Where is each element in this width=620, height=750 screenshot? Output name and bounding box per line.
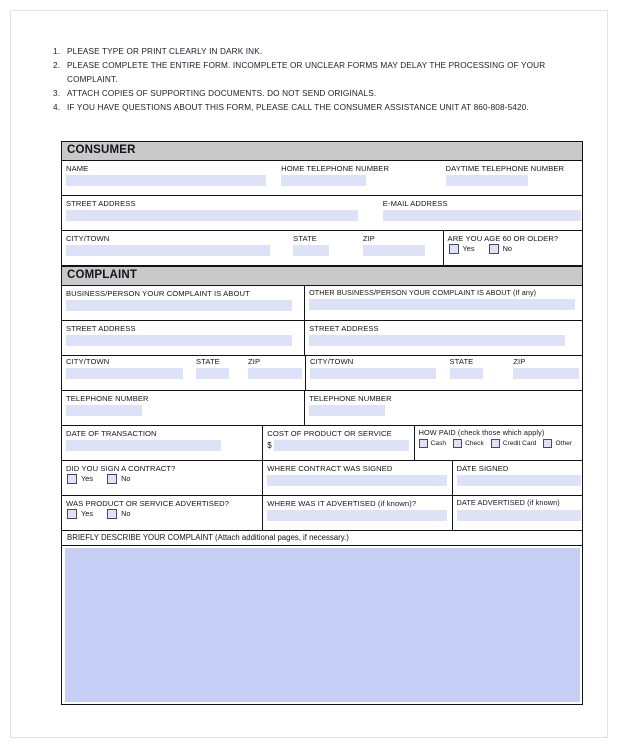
contract-yes-label: Yes (81, 474, 94, 484)
complaint-phone-cell (62, 391, 304, 425)
complaint-other-city-cell (306, 356, 446, 382)
complaint-other-business-label: OTHER BUSINESS/PERSON YOUR COMPLAINT IS ABOUT (If any) (309, 287, 537, 297)
instruction-text: ATTACH COPIES OF SUPPORTING DOCUMENTS. DO NOT SEND ORIGINALS. (67, 88, 377, 98)
consumer-name-input[interactable] (66, 175, 266, 186)
contract-yes-checkbox[interactable] (67, 474, 77, 484)
complaint-section-header: COMPLAINT (62, 266, 582, 286)
consumer-home-phone-input[interactable] (281, 175, 366, 186)
complaint-contract-question-cell (62, 461, 262, 495)
complaint-other-city-input[interactable] (310, 368, 436, 379)
complaint-city-label: CITY/TOWN (66, 356, 110, 366)
consumer-street-cell (62, 196, 379, 230)
age-no-checkbox[interactable] (489, 244, 499, 254)
consumer-daytime-phone-label: DAYTIME TELEPHONE NUMBER (445, 163, 565, 173)
complaint-date-signed-label: DATE SIGNED (456, 463, 509, 473)
complaint-other-phone-input[interactable] (309, 405, 385, 416)
complaint-other-zip-input[interactable] (513, 368, 579, 379)
complaint-where-contract-label: WHERE CONTRACT WAS SIGNED (267, 463, 393, 473)
instruction-number: 1. (53, 47, 61, 56)
how-paid-other-checkbox[interactable] (543, 439, 552, 448)
complaint-date-advertised-label: DATE ADVERTISED (if known) (456, 497, 560, 507)
age-yes-checkbox[interactable] (449, 244, 459, 254)
advertised-checkbox-group (62, 508, 262, 521)
complaint-business-cell (62, 286, 304, 320)
cost-currency-symbol: $ (267, 440, 272, 450)
complaint-other-business-cell (304, 286, 582, 320)
complaint-how-paid-cell (414, 426, 582, 460)
complaint-how-paid-label: HOW PAID (check those which apply) (418, 427, 545, 437)
consumer-city-label: CITY/TOWN (66, 233, 110, 243)
complaint-where-advertised-cell (262, 496, 451, 530)
complaint-city-row (62, 356, 582, 391)
complaint-business-row (62, 286, 582, 321)
complaint-other-city-label: CITY/TOWN (310, 356, 354, 366)
complaint-date-signed-input[interactable] (457, 475, 581, 486)
complaint-other-state-input[interactable] (450, 368, 483, 379)
instruction-item (53, 101, 573, 114)
how-paid-checkbox-group (415, 438, 582, 450)
complaint-advertised-question-label: WAS PRODUCT OR SERVICE ADVERTISED? (66, 498, 230, 508)
complaint-phone-input[interactable] (66, 405, 142, 416)
consumer-email-cell (379, 196, 582, 230)
consumer-home-phone-label: HOME TELEPHONE NUMBER (281, 163, 390, 173)
age-yes-label: Yes (462, 244, 475, 254)
advertised-yes-checkbox[interactable] (67, 509, 77, 519)
consumer-zip-input[interactable] (363, 245, 425, 256)
complaint-city-cell (62, 356, 192, 382)
complaint-business-input[interactable] (66, 300, 292, 311)
how-paid-credit-card-checkbox[interactable] (491, 439, 500, 448)
complaint-street-input[interactable] (66, 335, 292, 346)
instructions-list (53, 45, 573, 115)
complaint-street-label: STREET ADDRESS (66, 323, 136, 333)
instruction-text: PLEASE TYPE OR PRINT CLEARLY IN DARK INK. (67, 47, 263, 56)
advertised-no-label: No (121, 509, 131, 519)
instruction-item (53, 59, 573, 86)
complaint-zip-cell (244, 356, 305, 382)
complaint-city-group (62, 356, 305, 390)
instruction-item (53, 87, 573, 100)
complaint-cost-input[interactable] (274, 440, 409, 451)
consumer-zip-cell (359, 231, 443, 265)
age-no-label: No (502, 244, 513, 254)
how-paid-credit-card-label: Credit Card (502, 439, 537, 447)
consumer-age-question-label: ARE YOU AGE 60 OR OLDER? (447, 233, 559, 243)
consumer-state-input[interactable] (293, 245, 329, 256)
complaint-city-input[interactable] (66, 368, 183, 379)
complaint-phone-label: TELEPHONE NUMBER (66, 393, 149, 403)
complaint-state-input[interactable] (196, 368, 229, 379)
complaint-transaction-row (62, 426, 582, 461)
complaint-date-transaction-input[interactable] (66, 440, 221, 451)
how-paid-cash-checkbox[interactable] (419, 439, 428, 448)
complaint-state-label: STATE (196, 356, 220, 366)
consumer-name-label: NAME (66, 163, 89, 173)
how-paid-check-label: Check (465, 439, 484, 447)
instruction-number: 4. (53, 103, 61, 113)
complaint-describe-label: BRIEFLY DESCRIBE YOUR COMPLAINT (Attach additional pages, if necessary.) (62, 531, 582, 546)
complaint-other-business-input[interactable] (309, 299, 575, 310)
consumer-age-cell (443, 231, 582, 265)
complaint-contract-question-label: DID YOU SIGN A CONTRACT? (66, 463, 176, 473)
complaint-date-advertised-input[interactable] (457, 510, 581, 521)
consumer-section-header: CONSUMER (62, 142, 582, 161)
complaint-cost-cell (262, 426, 413, 460)
advertised-no-checkbox[interactable] (107, 509, 117, 519)
complaint-advertised-row (62, 496, 582, 531)
consumer-address-row (62, 196, 582, 231)
complaint-description-textarea[interactable] (65, 548, 580, 702)
complaint-other-city-group (305, 356, 584, 390)
contract-no-checkbox[interactable] (107, 474, 117, 484)
complaint-other-phone-cell (304, 391, 582, 425)
consumer-state-cell (289, 231, 359, 265)
consumer-daytime-phone-input[interactable] (446, 175, 528, 186)
complaint-phone-row (62, 391, 582, 426)
contract-checkbox-group (62, 473, 262, 486)
complaint-contract-row (62, 461, 582, 496)
complaint-other-state-label: STATE (449, 356, 474, 366)
instruction-text: PLEASE COMPLETE THE ENTIRE FORM. INCOMPLETE OR UNCLEAR FORMS MAY DELAY THE PROCESSING OF YOUR COMPLAINT. (67, 61, 546, 84)
complaint-where-advertised-input[interactable] (267, 510, 447, 521)
consumer-street-input[interactable] (66, 210, 358, 221)
consumer-city-input[interactable] (66, 245, 270, 256)
complaint-date-signed-cell (452, 461, 583, 495)
consumer-zip-label: ZIP (362, 233, 375, 243)
consumer-home-phone-cell (277, 161, 441, 195)
complaint-other-zip-label: ZIP (513, 356, 526, 366)
complaint-other-street-input[interactable] (309, 335, 565, 346)
contract-no-label: No (121, 474, 131, 484)
consumer-city-cell (62, 231, 289, 265)
consumer-name-cell (62, 161, 277, 195)
complaint-other-street-label: STREET ADDRESS (309, 323, 379, 333)
complaint-date-transaction-cell (62, 426, 262, 460)
consumer-email-input[interactable] (383, 210, 581, 221)
consumer-name-row (62, 161, 582, 196)
complaint-other-street-cell (304, 321, 582, 355)
complaint-where-advertised-label: WHERE WAS IT ADVERTISED (if known)? (267, 498, 417, 508)
complaint-advertised-question-cell (62, 496, 262, 530)
complaint-form (61, 141, 583, 705)
consumer-age-checkbox-group (444, 243, 582, 256)
complaint-date-advertised-cell (452, 496, 583, 530)
consumer-city-row (62, 231, 582, 266)
complaint-other-state-cell (446, 356, 510, 382)
how-paid-other-label: Other (555, 439, 572, 447)
how-paid-check-checkbox[interactable] (453, 439, 462, 448)
complaint-street-cell (62, 321, 304, 355)
consumer-street-label: STREET ADDRESS (66, 198, 136, 208)
instruction-number: 3. (53, 88, 61, 98)
complaint-zip-input[interactable] (248, 368, 302, 379)
advertised-yes-label: Yes (81, 509, 94, 519)
complaint-state-cell (192, 356, 244, 382)
instruction-item (53, 45, 573, 58)
complaint-date-transaction-label: DATE OF TRANSACTION (66, 428, 157, 438)
instruction-number: 2. (53, 61, 61, 71)
consumer-email-label: E-MAIL ADDRESS (382, 198, 448, 208)
complaint-street-row (62, 321, 582, 356)
complaint-business-label: BUSINESS/PERSON YOUR COMPLAINT IS ABOUT (66, 288, 250, 298)
complaint-where-contract-cell (262, 461, 451, 495)
consumer-daytime-phone-cell (442, 161, 582, 195)
complaint-other-zip-cell (509, 356, 584, 382)
complaint-cost-label: COST OF PRODUCT OR SERVICE (267, 428, 392, 438)
complaint-other-phone-label: TELEPHONE NUMBER (309, 393, 392, 403)
form-page (10, 10, 608, 738)
complaint-where-contract-input[interactable] (267, 475, 447, 486)
how-paid-cash-label: Cash (430, 439, 447, 447)
complaint-zip-label: ZIP (248, 356, 261, 366)
consumer-state-label: STATE (293, 233, 317, 243)
instruction-text: IF YOU HAVE QUESTIONS ABOUT THIS FORM, PLEASE CALL THE CONSUMER ASSISTANCE UNIT AT 860-808-5420. (67, 103, 529, 113)
